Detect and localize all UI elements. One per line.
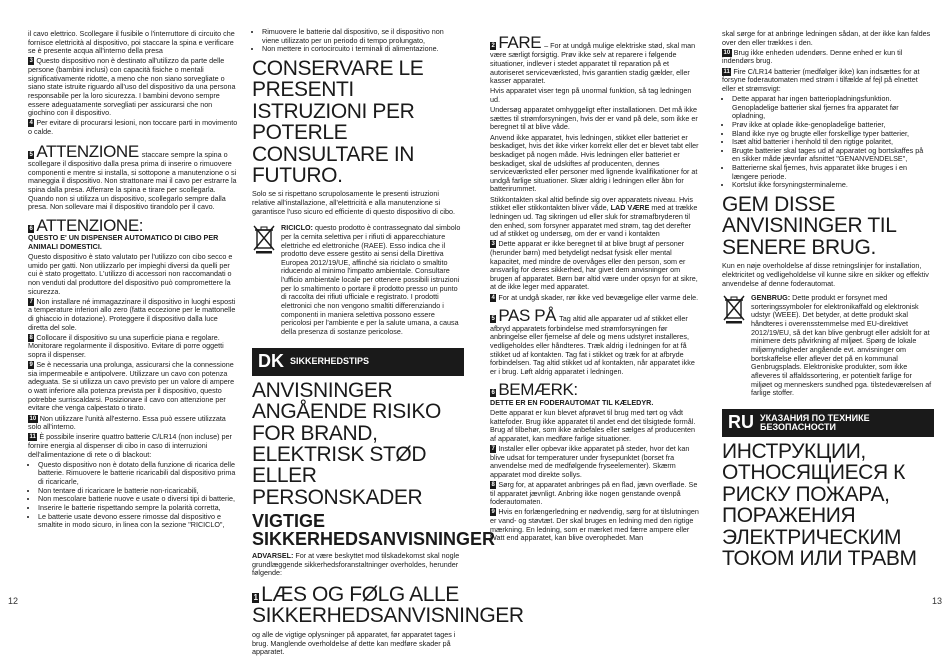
list-item: • Questo dispositivo non è dotato della funzione di ricarica delle batterie. Rimuovere le batterie ricaricabili dal dispositivo prima di ricaricarle, [38, 461, 238, 487]
list-item: • Prøv ikke at oplade ikke-genopladelige batterier, [732, 121, 932, 130]
paragraph-text: Non installare né immagazzinare il dispositivo in luoghi esposti a temperature inferiori allo zero (fatta eccezione per le mattonelle di ghiaccio in dotazione). Proteggere il dispositivo dalla luce diretta del sole. [28, 296, 236, 332]
paragraph [490, 34, 700, 86]
recycling-label: GENBRUG: [751, 293, 791, 303]
paragraph [252, 552, 462, 578]
paragraph: Kun en nøje overholdelse af disse retningslinjer for installation, elektricitet og vedligeholdelse vil kunne sikre en sikker og effektiv anvendelse af denne foderautomat. [722, 261, 929, 288]
recycling-body: questo prodotto è contrassegnato dal simbolo per la cernita selettiva per i rifiuti di apparecchiature elettriche ed elettroniche (RAEE). Esso indica che il prodotto deve essere gestito ai sensi della Direttiva Europea 2012/19/UE, affinché sia riciclato o smaltito riducendo al minimo l'impatto ambientale. Consultare l'ufficio ambientale locale per ottenere possibili istruzioni per lo smaltimento o portare il prodotto presso un punto di raccolta dei rifiuti ufficiale e registrato. I prodotti elettronici che non vengono smaltiti differenziando i componenti in maniera selettiva possono essere pericolosi per l'ambiente e per la salute umana, a causa della presenza di sostanze pericolose. [281, 223, 461, 336]
section-heading [252, 583, 524, 628]
section-heading: GEM DISSE ANVISNINGER TIL SENERE BRUG. [722, 193, 896, 259]
item-number: 2 [491, 43, 495, 49]
section-heading: CONSERVARE LE PRESENTI ISTRUZIONI PER POTERLE CONSULTARE IN FUTURO. [252, 56, 424, 187]
paragraph [28, 334, 238, 360]
item-number: 3 [491, 241, 495, 248]
item-number: 7 [491, 445, 495, 452]
list-item: • Non mettere in cortocircuito i terminali di alimentazione. [262, 45, 462, 54]
section-heading: ANVISNINGER ANGÅENDE RISIKO FOR BRAND, ELEKTRISK STØD ELLER PERSONSKADER [252, 378, 441, 509]
paragraph [490, 481, 700, 507]
section-heading: PAS PÅ [498, 306, 557, 326]
language-banner-title: УКАЗАНИЯ ПО ТЕХНИКЕ БЕЗОПАСНОСТИ [760, 412, 870, 433]
section-heading: ATTENZIONE: [36, 215, 144, 235]
paragraph-text: Stikkontakten skal altid befinde sig over apparatets niveau. Hvis stikket eller stikkontakten bliver våde, [490, 194, 693, 213]
paragraph [28, 57, 238, 117]
paragraph-text: Installer eller opbevar ikke apparatet på steder, hvor det kan blive udsat for temperaturer under frysepunktet (borset fra anvendelse med de medfølgende fryseelementer). Skærm apparatet mod direkte sollys. [490, 443, 690, 479]
language-banner-ru [722, 409, 934, 437]
section-heading: ИНСТРУКЦИИ, ОТНОСЯЩИЕСЯ К РИСКУ ПОЖАРА, ПОРАЖЕНИЯ ЭЛЕКТРИЧЕСКИМ ТОКОМ ИЛИ ТРАВМ [722, 439, 917, 570]
paragraph: Undersøg apparatet omhyggeligt efter installationen. Det må ikke sættes til strømforsyningen, hvis der er vand på dele, som ikke er beregnet til at blive våde. [490, 105, 698, 132]
section [28, 217, 238, 234]
paragraph-text: Sørg for, at apparatet anbringes på en flad, jævn overflade. Se til apparatet jævnligt. Anbring ikke nogen genstande ovenpå foderautomaten. [490, 480, 698, 507]
item-number: 9 [491, 509, 495, 516]
list-item: • Rimuovere le batterie dal dispositivo, se il dispositivo non viene utilizzato per un periodo di tempo prolungato, [262, 28, 462, 45]
page-number-right: 13 [931, 596, 942, 606]
paragraph-text: med at trække ledningen ud. Tag sikringen ud eller sluk for strømafbryderen til den enhed, som forsyner apparatet med strøm, tag det derefter ud af stikket og undersøg, om der er vand i kontakten [490, 203, 698, 239]
list-item: • Inserire le batterie rispettando sempre la polarità corretta, [38, 504, 238, 513]
list-item: • Dette apparat har ingen batteriopladningsfunktion. Genopladelige batterier skal fjernes fra apparatet før opladning, [732, 95, 932, 121]
list-item: • Bland ikke nye og brugte eller forskellige typer batterier, [732, 130, 932, 139]
list-item: • Brugte batterier skal tages ud af apparatet og bortskaffes på en sikker måde jævnfør afsnittet "GENANVENDELSE", [732, 147, 932, 164]
crossed-out-bin-icon [252, 224, 276, 254]
paragraph-text: Fire C/LR14 batterier (medfølger ikke) kan indsættes for at forsyne foderautomaten med strøm i tilfælde af fejl på elnettet eller et strømsvigt: [722, 66, 920, 93]
section [490, 381, 700, 398]
paragraph: Hvis apparatet viser tegn på unormal funktion, så tag ledningen ud. [490, 86, 692, 105]
paragraph [490, 240, 700, 292]
paragraph-text: Non utilizzare l'unità all'esterno. Essa può essere utilizzata solo all'interno. [28, 413, 226, 432]
paragraph-bold: QUESTO E' UN DISPENSER AUTOMATICO DI CIBO PER ANIMALI DOMESTICI. [28, 233, 219, 251]
list-item: • Batterierne skal fjernes, hvis apparatet ikke bruges i en længere periode. [732, 164, 932, 181]
item-number: 5 [29, 151, 33, 158]
item-number: 4 [491, 294, 495, 301]
recycling-body: Dette produkt er forsynet med sorteringssymboler for elektronikaffald og elektronisk udstyr (WEEE). Det betyder, at dette produkt skal håndteres i overensstemmelse med EU-direktivet 2012/19/EU, så det kan blive genbrugt eller adskilt for at minimere dets påvirkning af miljøet. Spørg de lokale miljømyndigheder angående evt. anvisninger om bortskaffelse eller aflever det på en kommunal Genbrugsplads. Elektroniske produkter, som ikke afleveres til affaldssortering, er potentielt farlige for miljøet og menneskers sundhed pga. tilstedeværelsen af farlige stoffer. [751, 293, 932, 398]
paragraph-text: Collocare il dispositivo su una superficie piana e regolare. Monitorare regolarmente il dispositivo. Evitare di porre oggetti sopra il dispenser. [28, 332, 224, 360]
paragraph: Solo se si rispettano scrupolosamente le presenti istruzioni relative all'installazione, all'elettricità e alla manutenzione si garantisce l'uso sicuro ed efficiente di questo dispositivo di cibo. [252, 189, 456, 216]
paragraph-text: Dette apparat er ikke beregnet til at blive brugt af personer (herunder børn) med betydeligt nedsat fysisk eller mental kapacitet, med mindre de overvåges eller den person, som er ansvarlig for deres sikkerhed, har givet dem anvisninger om brugen af apparatet. Børn bør altid være under opsyn for at sikre, at de ikke leger med apparatet. [490, 239, 698, 292]
bullet-list [722, 95, 932, 190]
paragraph [28, 415, 238, 432]
item-number: 8 [491, 482, 495, 489]
item-number: 5 [491, 316, 495, 323]
section-heading: BEMÆRK: [498, 380, 578, 400]
item-number: 3 [29, 58, 33, 65]
bullet-list [252, 28, 462, 54]
recycling-text [751, 294, 932, 398]
section-subheading: VIGTIGE SIKKERHEDSANVISNINGER [252, 511, 496, 550]
item-number: 10 [723, 49, 731, 56]
paragraph-bold: DETTE ER EN FODERAUTOMAT TIL KÆLEDYR. [490, 397, 654, 407]
paragraph-text: Tag altid alle apparater ud af stikket eller afbryd apparatets forbindelse med strømforsyningen før anbringelse eller fjernelse af dele og mens udstyret installeres, vedligeholdes eller håndteres. Træk aldrig i ledningen for at få stikket ud af kontakten. Tag fat i stikket og træk for at afbryde forbindelsen. Tag altid stikket ud af kontakten, når apparatet ikke er i brug. Løft aldrig apparatet i ledningen. [490, 314, 695, 376]
list-item: • Le batterie usate devono essere rimosse dal dispositivo e smaltite in modo sicuro, in linea con la sezione "RICICLO", [38, 513, 238, 530]
column-danish-russian [722, 30, 932, 573]
language-banner-title: SIKKERHEDSTIPS [290, 356, 370, 367]
paragraph: Dette apparat er kun blevet afprøvet til brug med tørt og vådt kattefoder. Brug ikke apparatet til andet end det tilsigtede formål. Brug af tilbehør, som ikke anbefales eller sælges af producenten af apparatet, kan medføre farlige situationer. [490, 407, 696, 443]
section-heading-text: LÆS OG FØLG ALLE SIKKERHEDSANVISNINGER [252, 583, 524, 628]
paragraph: Questo dispositivo è stato valutato per l'utilizzo con cibo secco e umido per gatti. Non utilizzarlo per impieghi diversi da quelli per cui è stato progettato. L'utilizzo di accessori non raccomandati o non venduti dal produttore del dispositivo può compromettere la sicurezza. [28, 251, 233, 296]
bullet-list [28, 461, 238, 530]
recycling-block [722, 294, 932, 399]
paragraph [490, 196, 700, 239]
paragraph [490, 508, 700, 543]
list-item: • Non tentare di ricaricare le batterie non-ricaricabili, [38, 487, 238, 496]
item-number: 6 [29, 225, 33, 232]
section-heading: FARE [498, 33, 542, 52]
paragraph [28, 361, 238, 413]
crossed-out-bin-icon [722, 294, 746, 324]
section-heading: ATTENZIONE [36, 141, 139, 161]
paragraph [28, 433, 238, 459]
paragraph: og alle de vigtige oplysninger på apparatet, før apparatet tages i brug. Manglende overholdelse af dette kan medføre skader på apparatet. [252, 629, 456, 657]
paragraph [722, 49, 932, 66]
paragraph [490, 294, 700, 303]
paragraph: Anvend ikke apparatet, hvis ledningen, stikket eller batteriet er beskadiget, hvis det ikke virker korrekt eller det er blevet tabt eller beskadiget på nogen måde. Hvis ledningen eller batteriet er beskadiget, skal de udskiftes af producenten, dennes serviceværksted eller personer med lignende kvalifikationer for at undgå farlige situationer. Skær aldrig i ledningen eller åbn for batterirummet. [490, 132, 699, 194]
paragraph [28, 143, 238, 212]
list-item: • Kortslut ikke forsyningsterminalerne. [732, 181, 932, 190]
language-code: DK [258, 351, 284, 372]
paragraph-text: Brug ikke enheden udendørs. Denne enhed er kun til indendørs brug. [722, 47, 903, 66]
item-number: 1 [253, 593, 258, 603]
item-number: 7 [29, 298, 33, 305]
warning-label: ADVARSEL: [252, 551, 294, 561]
paragraph [722, 68, 932, 94]
recycling-block [252, 224, 462, 338]
recycling-label: RICICLO: [281, 223, 313, 233]
paragraph-text: staccare sempre la spina o scollegare il dispositivo dalla presa prima di inserire o rimuovere componenti e mentre si installa, si sottopone a manutenzione o si maneggia il dispositivo. Non strattonare mai il cavo per estrarre la spina dalla presa. Afferrare la spina e tirare per scollegarla. Quando non si utilizza un dispositivo, scollegarlo sempre dalla presa. Non sollevare mai il dispositivo tirandolo per il cavo. [28, 149, 237, 212]
paragraph [28, 298, 238, 333]
paragraph [490, 307, 700, 376]
item-number: 8 [29, 334, 33, 341]
column-danish-1 [490, 30, 700, 545]
language-code: RU [728, 412, 754, 433]
emphasis-text: LAD VÆRE [610, 203, 650, 213]
list-item: • Isæt altid batterier i henhold til den rigtige polaritet, [732, 138, 932, 147]
page-number-left: 12 [8, 596, 19, 606]
list-item: • Non mescolare batterie nuove e usate o diversi tipi di batterie, [38, 495, 238, 504]
item-number: 11 [29, 434, 36, 441]
paragraph-text: È possibile inserire quattro batterie C/LR14 (non incluse) per fornire energia al dispenser di cibo in caso di interruzioni dell'alimentazione di rete o di blackout: [28, 432, 232, 459]
paragraph-text: – For at undgå mulige elektriske stød, skal man være særligt forsigtig. Prøv ikke selv at reparere i følgende situationer, indlever i stedet apparatet til reparation på et autoriseret serviceværksted, hvis garantien stadig gælder, eller kasser apparatet. [490, 41, 696, 86]
item-number: 9 [29, 362, 33, 369]
item-number: 11 [723, 68, 730, 75]
paragraph-text: Se è necessaria una prolunga, assicurarsi che la connessione sia impermeabile e antipolvere. Utilizzare un cavo con potenza adeguata. Se si utilizza un cavo previsto per un valore di ampere o watt inferiore alla potenza prevista per il dispositivo, questo potrebbe surriscaldarsi. Posizionare il cavo con attenzione per evitare che venga calpestato o tirato. [28, 360, 235, 413]
paragraph [490, 445, 700, 480]
item-number: 10 [29, 415, 37, 422]
recycling-text [281, 224, 462, 336]
paragraph-text: Per evitare di procurarsi lesioni, non toccare parti in movimento o calde. [28, 118, 238, 137]
paragraph: il cavo elettrico. Scollegare il fusibile o l'interruttore di circuito che fornisce elettricità al dispositivo, poi staccare la spina e verificare se è presente acqua all'interno della presa [28, 29, 235, 56]
paragraph-text: For at undgå skader, rør ikke ved bevægelige eller varme dele. [498, 292, 699, 302]
paragraph: skal sørge for at anbringe ledningen sådan, at der ikke kan faldes over den eller trækkes i den. [722, 29, 931, 47]
column-italian-1 [28, 30, 238, 532]
item-number: 4 [29, 120, 33, 127]
item-number: 6 [491, 390, 495, 397]
language-banner-dk [252, 348, 464, 376]
paragraph-text: Hvis en forlængerledning er nødvendig, sørg for at tilslutningen er vand- og støvtæt. Der skal bruges en ledning med den rigtige mærkning. En ledning, som er mærket med færre ampere eller Watt end apparatet, kan blive overophedet. Man [490, 507, 699, 543]
paragraph-text: Questo dispositivo non è destinato all'utilizzo da parte delle persone (bambini inclusi) con capacità fisiche o mentali significativamente ridotte, a meno che non siano sorvegliate o siano state istruite riguardo all'uso del dispositivo da una persona responsabile per la loro sicurezza. I bambini devono sempre essere adeguatamente sorvegliati per assicurarsi che non giochino con il dispositivo. [28, 56, 236, 118]
paragraph-text: For at være beskyttet mod tilskadekomst skal nogle grundlæggende sikkerhedsforanstaltninger overholdes, herunder følgende: [252, 551, 460, 578]
paragraph [28, 119, 238, 136]
